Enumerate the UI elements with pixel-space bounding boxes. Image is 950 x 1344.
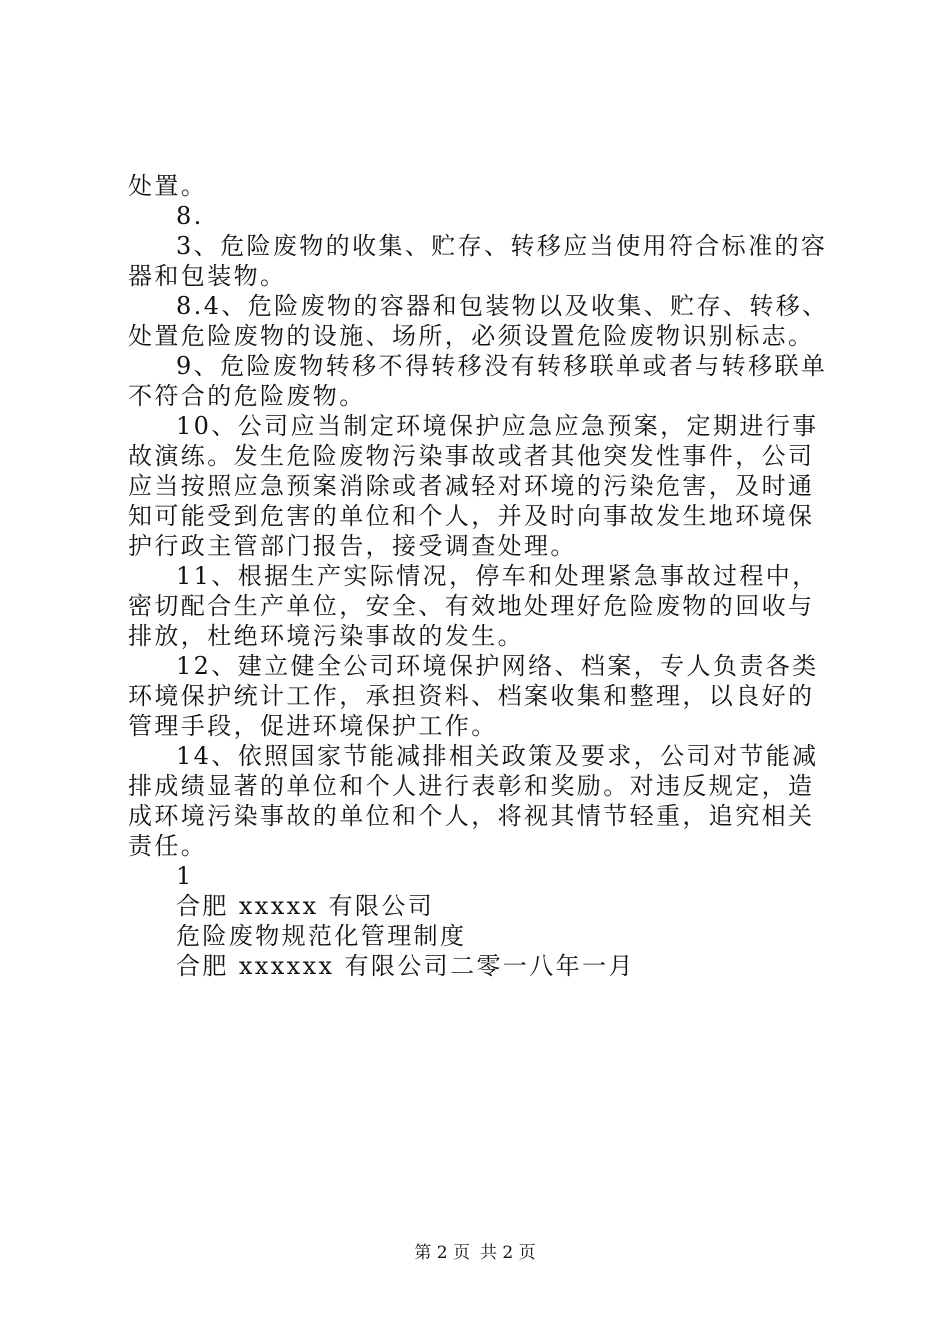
page-footer (0, 1241, 950, 1265)
paragraph-3: 8.4、危险废物的容器和包装物以及收集、贮存、转移、处置危险废物的设施、场所，必须设置危险废物识别标志。 (128, 292, 829, 350)
paragraph-7: 12、建立健全公司环境保护网络、档案，专人负责各类环境保护统计工作，承担资料、档案收集和整理，以良好的管理手段，促进环境保护工作。 (128, 652, 819, 740)
footer-page-label: 第 2 页 (414, 1243, 470, 1263)
paragraph-0: 处置。 (128, 172, 208, 200)
paragraph-2: 3、危险废物的收集、贮存、转移应当使用符合标准的容器和包装物。 (128, 232, 828, 290)
issuer-date-line: 合肥 xxxxxx 有限公司二零一八年一月 (176, 952, 635, 980)
page-number-marker: 1 (176, 862, 194, 890)
footer-total-label: 共 2 页 (480, 1243, 536, 1263)
paragraph-4: 9、危险废物转移不得转移没有转移联单或者与转移联单不符合的危险废物。 (128, 352, 828, 410)
paragraph-6: 11、根据生产实际情况，停车和处理紧急事故过程中，密切配合生产单位，安全、有效地处理好危险废物的回收与排放，杜绝环境污染事故的发生。 (128, 562, 819, 650)
document-body (128, 171, 838, 981)
paragraph-1: 8. (176, 202, 204, 230)
company-name: 合肥 xxxxx 有限公司 (176, 892, 435, 920)
paragraph-8: 14、依照国家节能减排相关政策及要求，公司对节能减排成绩显著的单位和个人进行表彰和奖励。对违反规定，造成环境污染事故的单位和个人，将视其情节轻重，追究相关责任。 (128, 742, 819, 860)
paragraph-5: 10、公司应当制定环境保护应急应急预案，定期进行事故演练。发生危险废物污染事故或者其他突发性事件，公司应当按照应急预案消除或者减轻对环境的污染危害，及时通知可能受到危害的单位和个人，并及时向事故发生地环境保护行政主管部门报告，接受调查处理。 (128, 412, 819, 560)
document-title: 危险废物规范化管理制度 (176, 922, 467, 950)
